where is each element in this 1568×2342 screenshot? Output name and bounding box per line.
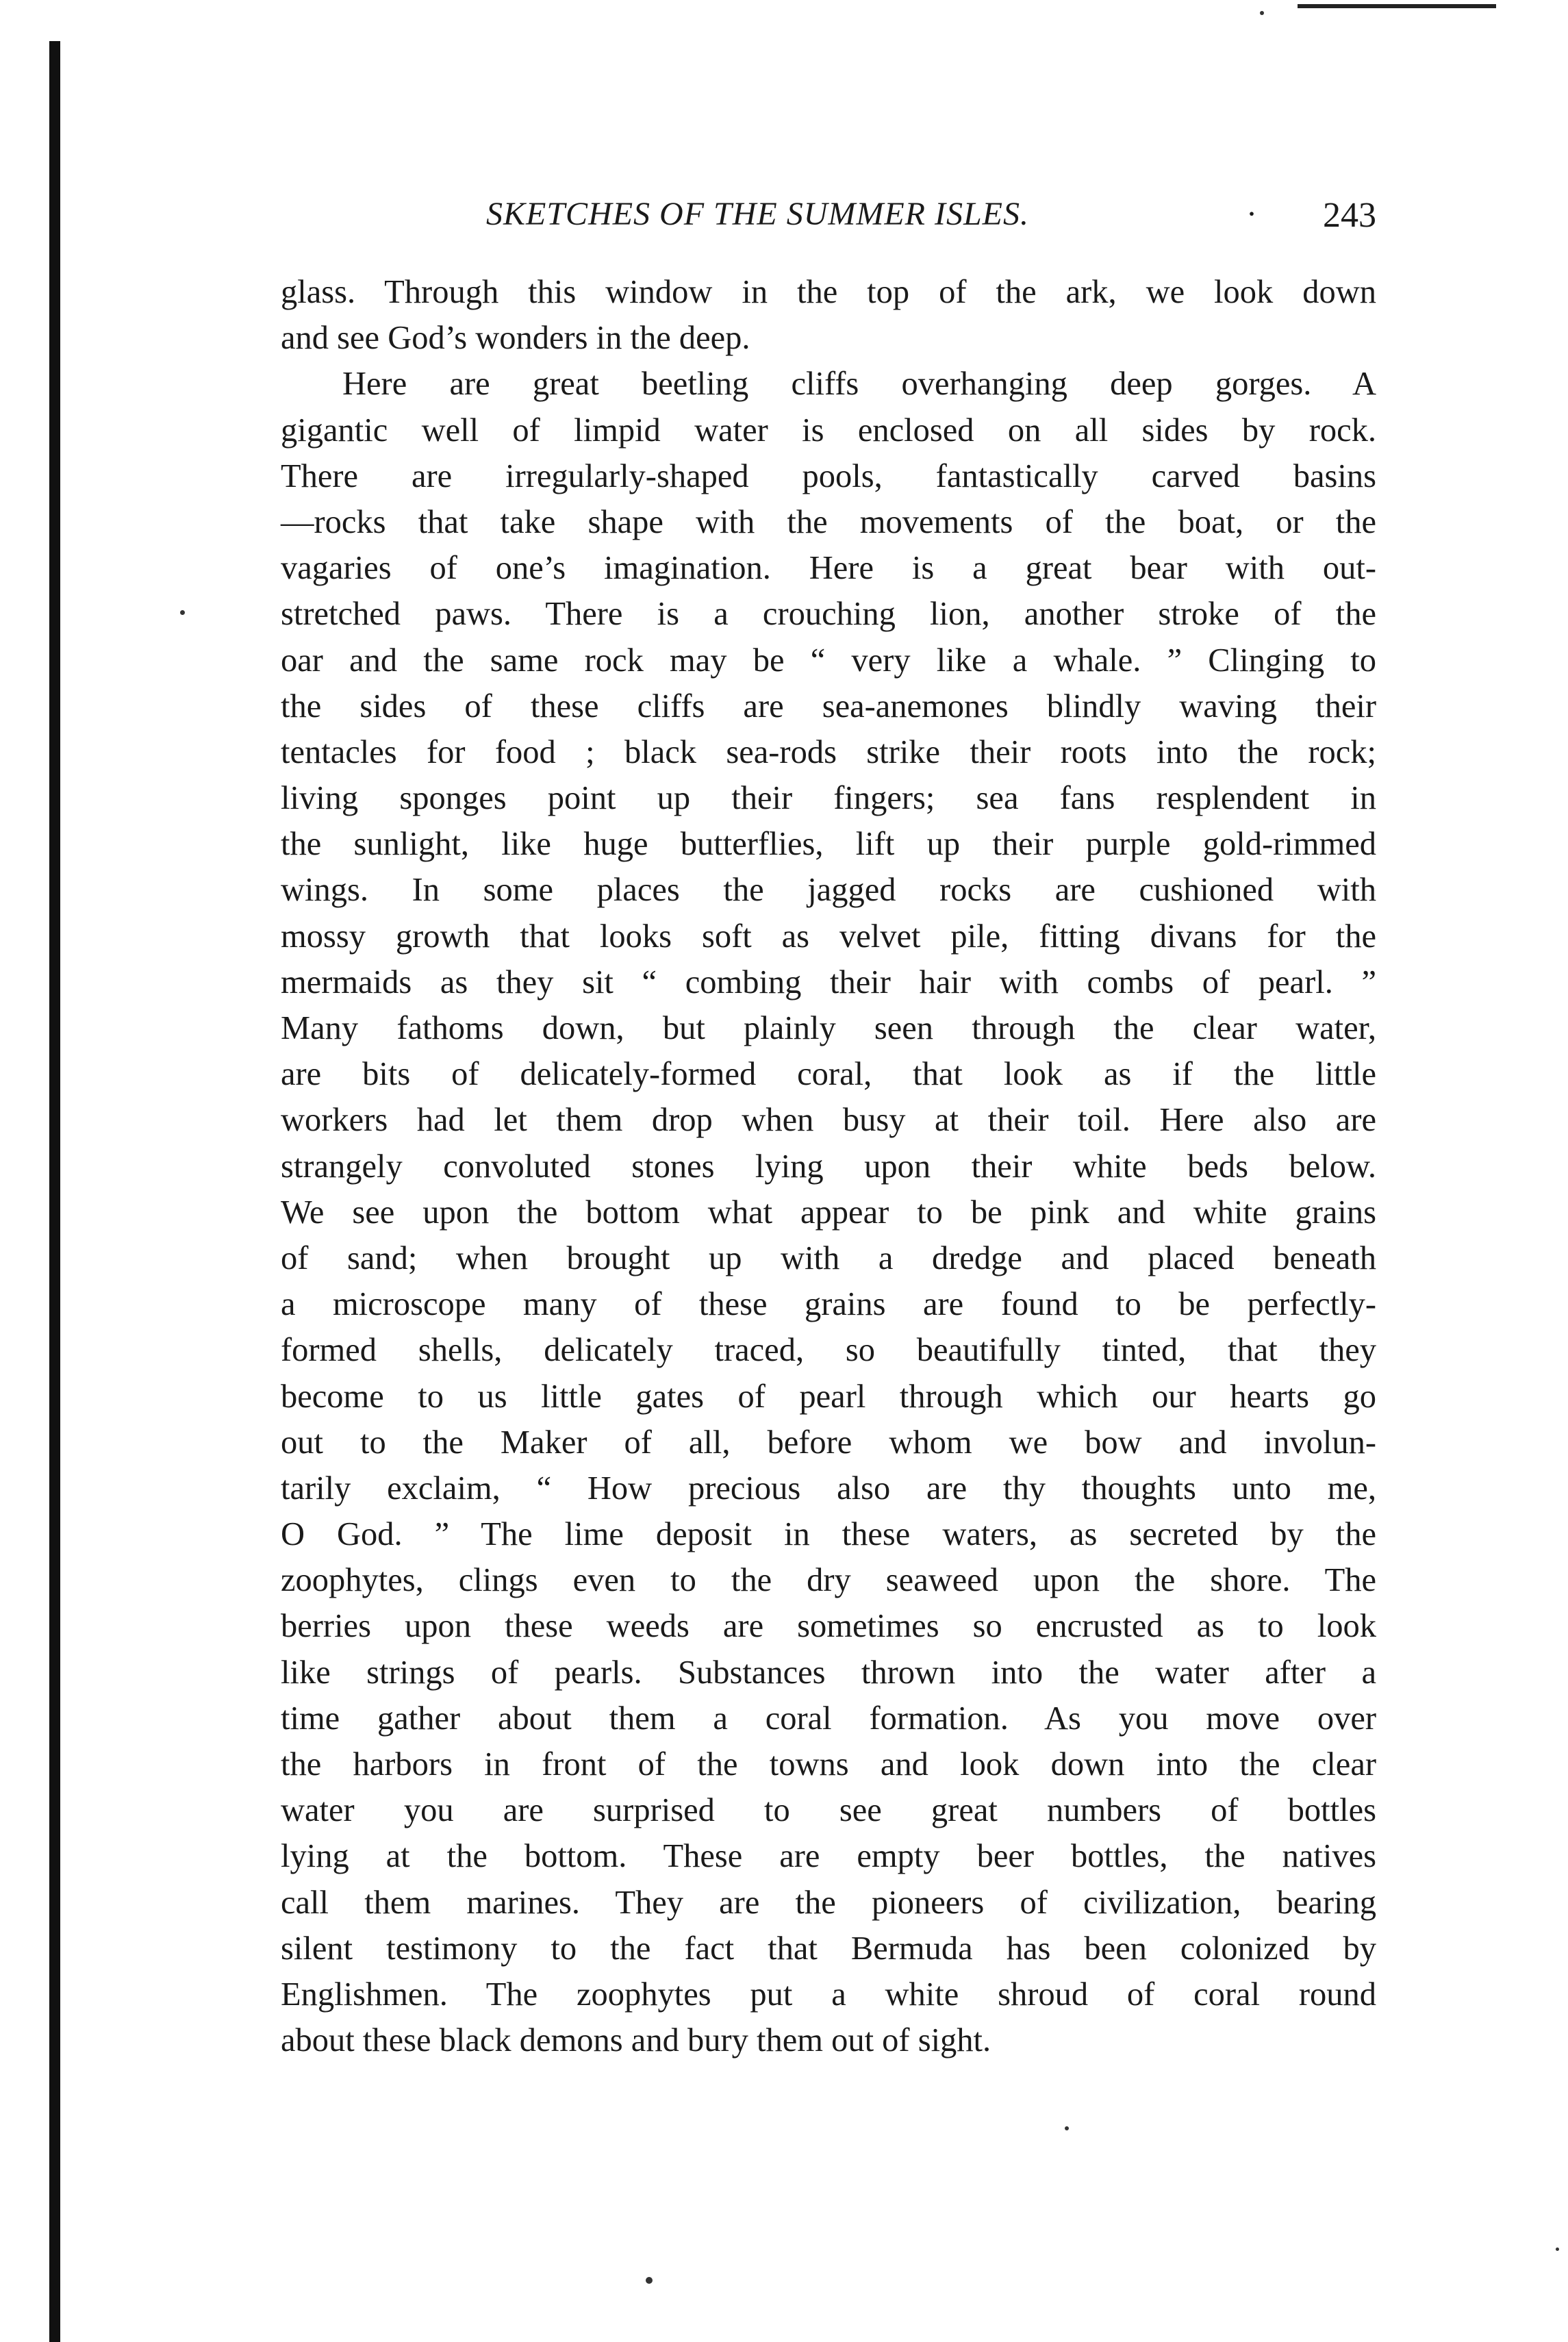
text-line: water you are surprised to see great numbers of bottles: [281, 1792, 1376, 1829]
scan-speck: [180, 610, 185, 615]
text-line: mossy growth that looks soft as velvet pile, fitting divans for the: [281, 918, 1376, 955]
text-line: silent testimony to the fact that Bermuda has been colonized by: [281, 1930, 1376, 1967]
scan-top-rule: [1298, 4, 1496, 8]
text-line: living sponges point up their fingers; sea fans resplendent in: [281, 780, 1376, 817]
text-line: like strings of pearls. Substances thrown into the water after a: [281, 1654, 1376, 1691]
body-text: [281, 269, 1376, 2063]
text-line: mermaids as they sit “ combing their hair with combs of pearl. ”: [281, 964, 1376, 1000]
page-number: 243: [1323, 196, 1376, 235]
text-line: lying at the bottom. These are empty beer bottles, the natives: [281, 1838, 1376, 1875]
text-line: Englishmen. The zoophytes put a white shroud of coral round: [281, 1976, 1376, 2013]
text-line: O God. ” The lime deposit in these waters, as secreted by the: [281, 1516, 1376, 1553]
text-line: a microscope many of these grains are found to be perfectly-: [281, 1286, 1376, 1323]
text-line: of sand; when brought up with a dredge and placed beneath: [281, 1239, 1376, 1276]
text-line: gigantic well of limpid water is enclosed on all sides by rock.: [281, 412, 1376, 449]
running-head: [281, 195, 1376, 243]
text-line: out to the Maker of all, before whom we bow and involun-: [281, 1424, 1376, 1461]
text-line: workers had let them drop when busy at their toil. Here also are: [281, 1102, 1376, 1139]
text-line: the harbors in front of the towns and look down into the clear: [281, 1746, 1376, 1783]
text-line: oar and the same rock may be “ very like a whale. ” Clinging to: [281, 642, 1376, 679]
text-line: stretched paws. There is a crouching lion, another stroke of the: [281, 596, 1376, 633]
text-line: berries upon these weeds are sometimes so encrusted as to look: [281, 1608, 1376, 1645]
text-line: formed shells, delicately traced, so beautifully tinted, that they: [281, 1332, 1376, 1369]
text-line: the sides of these cliffs are sea-anemones blindly waving their: [281, 688, 1376, 725]
scan-binding-edge: [49, 41, 60, 2342]
text-line: become to us little gates of pearl through which our hearts go: [281, 1378, 1376, 1415]
scan-speck: [1065, 2126, 1069, 2130]
text-line: zoophytes, clings even to the dry seaweed upon the shore. The: [281, 1562, 1376, 1599]
text-line: tentacles for food ; black sea-rods strike their roots into the rock;: [281, 733, 1376, 770]
text-line: —rocks that take shape with the movements of the boat, or the: [281, 503, 1376, 540]
text-line: glass. Through this window in the top of the ark, we look down: [281, 274, 1376, 310]
text-line: tarily exclaim, “ How precious also are thy thoughts unto me,: [281, 1470, 1376, 1507]
scan-speck: [1260, 11, 1264, 15]
text-line: There are irregularly-shaped pools, fantastically carved basins: [281, 457, 1376, 494]
scan-speck: [1556, 2247, 1559, 2251]
scan-speck: [646, 2277, 653, 2284]
text-line: about these black demons and bury them out of sight.: [281, 2022, 991, 2059]
text-line: We see upon the bottom what appear to be pink and white grains: [281, 1194, 1376, 1231]
text-line: time gather about them a coral formation. As you move over: [281, 1700, 1376, 1737]
text-line: strangely convoluted stones lying upon their white beds below.: [281, 1148, 1376, 1185]
text-line: Many fathoms down, but plainly seen through the clear water,: [281, 1010, 1376, 1046]
text-line: the sunlight, like huge butterflies, lift up their purple gold-rimmed: [281, 826, 1376, 863]
text-line: wings. In some places the jagged rocks are cushioned with: [281, 872, 1376, 909]
text-line: are bits of delicately-formed coral, that look as if the little: [281, 1056, 1376, 1093]
text-line: vagaries of one’s imagination. Here is a great bear with out-: [281, 550, 1376, 587]
running-head-dot: ·: [1246, 196, 1257, 232]
text-line: and see God’s wonders in the deep.: [281, 320, 750, 357]
running-title: SKETCHES OF THE SUMMER ISLES.: [486, 196, 1029, 232]
text-line: call them marines. They are the pioneers of civilization, bearing: [281, 1884, 1376, 1921]
text-line: Here are great beetling cliffs overhanging deep gorges. A: [342, 366, 1376, 403]
